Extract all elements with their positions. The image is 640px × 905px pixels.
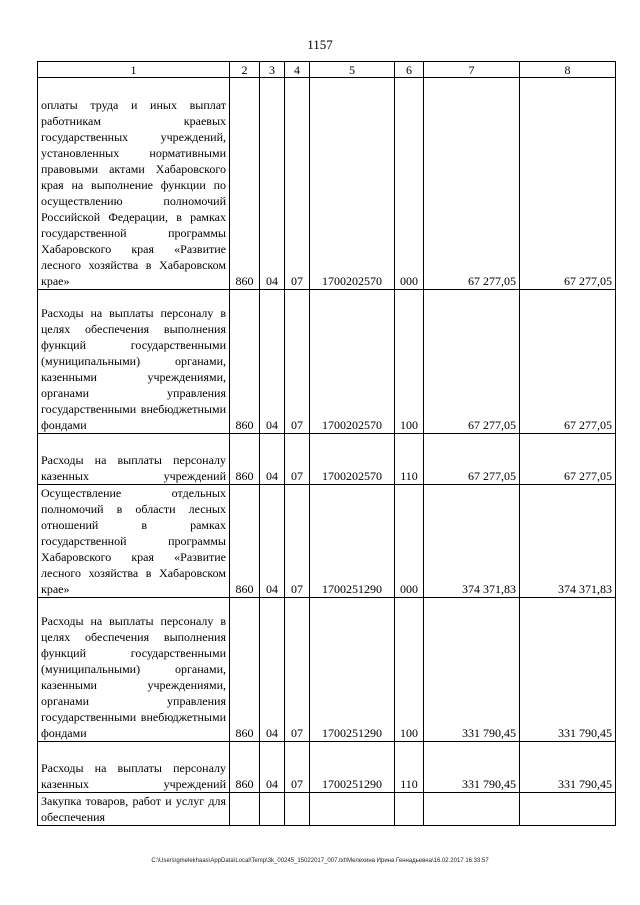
col-amount-7: 331 790,45 bbox=[424, 598, 520, 742]
col-subsection: 07 bbox=[285, 742, 310, 793]
header-cell: 1 bbox=[38, 62, 230, 78]
col-subsection: 07 bbox=[285, 434, 310, 485]
table-row bbox=[38, 485, 616, 598]
col-expense-type: 000 bbox=[395, 485, 424, 598]
document-footer-path: C:\Users\gmelekhaas\AppData\Local\Temp\3k_00245_15022017_007.txt\Мелехина Ирина Геннадьевна\16.02.2017 16:33:57 bbox=[151, 858, 489, 864]
col-target-article: 1700251290 bbox=[310, 742, 395, 793]
col-ministry: 860 bbox=[230, 434, 260, 485]
col-amount-8: 331 790,45 bbox=[520, 742, 616, 793]
col-expense-type: 110 bbox=[395, 742, 424, 793]
header-cell: 7 bbox=[424, 62, 520, 78]
col-amount-8: 67 277,05 bbox=[520, 434, 616, 485]
col-amount-7: 67 277,05 bbox=[424, 78, 520, 290]
col-ministry: 860 bbox=[230, 742, 260, 793]
table-row bbox=[38, 793, 616, 826]
header-cell: 6 bbox=[395, 62, 424, 78]
header-cell: 4 bbox=[285, 62, 310, 78]
row-description: Расходы на выплаты персоналу в целях обеспечения выполнения функций государственными (муниципальными) органами, казенными учреждениями, органами управления государственными внебюджетными фондами bbox=[38, 290, 230, 434]
col-amount-7: 331 790,45 bbox=[424, 742, 520, 793]
col-ministry: 860 bbox=[230, 78, 260, 290]
col-expense-type: 000 bbox=[395, 78, 424, 290]
col-amount-7: 67 277,05 bbox=[424, 434, 520, 485]
col-amount-7: 67 277,05 bbox=[424, 290, 520, 434]
col-ministry: 860 bbox=[230, 598, 260, 742]
col-expense-type: 100 bbox=[395, 598, 424, 742]
col-target-article: 1700251290 bbox=[310, 485, 395, 598]
col-expense-type: 110 bbox=[395, 434, 424, 485]
row-description: оплаты труда и иных выплат работникам краевых государственных учреждений, установленных нормативными правовыми актами Хабаровского края на выполнение функции по осуществлению полномочий Российской Федерации, в рамках государственной программы Хабаровского края «Развитие лесного хозяйства в Хабаровском крае» bbox=[38, 78, 230, 290]
header-cell: 8 bbox=[520, 62, 616, 78]
col-subsection: 07 bbox=[285, 598, 310, 742]
row-description: Закупка товаров, работ и услуг для обеспечения bbox=[38, 793, 230, 826]
col-section: 04 bbox=[260, 78, 285, 290]
col-expense-type: 100 bbox=[395, 290, 424, 434]
budget-table bbox=[37, 61, 616, 826]
row-description: Расходы на выплаты персоналу казенных учреждений bbox=[38, 434, 230, 485]
col-amount-8 bbox=[520, 793, 616, 826]
col-amount-8: 331 790,45 bbox=[520, 598, 616, 742]
col-amount-8: 67 277,05 bbox=[520, 290, 616, 434]
table-row bbox=[38, 598, 616, 742]
col-section bbox=[260, 793, 285, 826]
col-target-article bbox=[310, 793, 395, 826]
col-section: 04 bbox=[260, 434, 285, 485]
col-amount-7: 374 371,83 bbox=[424, 485, 520, 598]
header-cell: 5 bbox=[310, 62, 395, 78]
header-cell: 2 bbox=[230, 62, 260, 78]
table-row bbox=[38, 290, 616, 434]
col-target-article: 1700202570 bbox=[310, 434, 395, 485]
header-row bbox=[38, 62, 616, 78]
col-subsection bbox=[285, 793, 310, 826]
col-amount-8: 374 371,83 bbox=[520, 485, 616, 598]
col-section: 04 bbox=[260, 290, 285, 434]
col-amount-7 bbox=[424, 793, 520, 826]
col-section: 04 bbox=[260, 598, 285, 742]
col-ministry: 860 bbox=[230, 485, 260, 598]
row-description: Расходы на выплаты персоналу казенных учреждений bbox=[38, 742, 230, 793]
col-target-article: 1700202570 bbox=[310, 78, 395, 290]
col-ministry bbox=[230, 793, 260, 826]
col-ministry: 860 bbox=[230, 290, 260, 434]
col-target-article: 1700251290 bbox=[310, 598, 395, 742]
col-amount-8: 67 277,05 bbox=[520, 78, 616, 290]
col-expense-type bbox=[395, 793, 424, 826]
col-section: 04 bbox=[260, 742, 285, 793]
col-section: 04 bbox=[260, 485, 285, 598]
col-subsection: 07 bbox=[285, 78, 310, 290]
table-row bbox=[38, 742, 616, 793]
row-description: Расходы на выплаты персоналу в целях обеспечения выполнения функций государственными (муниципальными) органами, казенными учреждениями, органами управления государственными внебюджетными фондами bbox=[38, 598, 230, 742]
row-description: Осуществление отдельных полномочий в области лесных отношений в рамках государственной программы Хабаровского края «Развитие лесного хозяйства в Хабаровском крае» bbox=[38, 485, 230, 598]
table-row bbox=[38, 434, 616, 485]
col-subsection: 07 bbox=[285, 290, 310, 434]
col-target-article: 1700202570 bbox=[310, 290, 395, 434]
table-row bbox=[38, 78, 616, 290]
col-subsection: 07 bbox=[285, 485, 310, 598]
page-number: 1157 bbox=[307, 37, 333, 52]
header-cell: 3 bbox=[260, 62, 285, 78]
